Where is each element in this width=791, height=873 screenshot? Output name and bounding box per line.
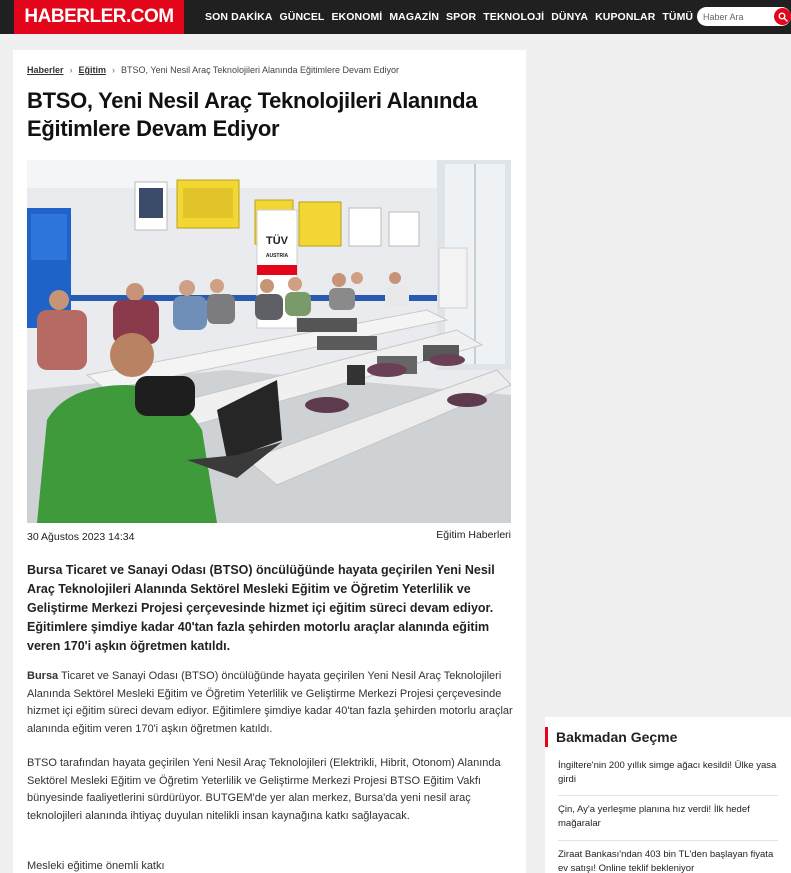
article-lead: Bursa Ticaret ve Sanayi Odası (BTSO) öncülüğünde hayata geçirilen Yeni Nesil Araç Teknolojileri Alanında Sektörel Mesleki Eğitim ve Öğretim Yeterlilik ve Geliştirme Merkezi Projesi çerçevesinde hizmet içi eğitim süreci devam ediyor. Eğitimlere şimdiye kadar 40'tan fazla şehirden motorlu araçlar alanında eğitim veren 170'i aşkın öğretmen katıldı. [27,563,495,653]
sidebar-divider [558,840,778,841]
site-logo-text: HABERLER.COM [24,6,174,27]
chevron-right-icon: › [69,65,73,75]
article-paragraph-1-bold: Bursa [27,670,59,682]
nav-son-dakika[interactable]: SON DAKİKA [205,11,273,23]
breadcrumb-egitim[interactable]: Eğitim [78,65,107,75]
search-button[interactable] [774,8,791,25]
article-category-link[interactable]: Eğitim Haberleri [436,529,511,541]
section-accent-bar [545,727,548,747]
sidebar-news-item[interactable]: Çin, Ay'a yerleşme planına hız verdi! İlk hedef mağaralar [558,804,750,829]
search-input[interactable] [703,9,773,24]
article-card [13,50,526,873]
chevron-right-icon: › [112,65,116,75]
photo-sign-austria: AUSTRIA [265,253,289,259]
article-photo [27,160,511,523]
article-date: 30 Ağustos 2023 14:34 [27,531,135,543]
sidebar-divider [558,795,778,796]
nav-magazin[interactable]: MAGAZİN [389,11,440,23]
breadcrumb-haberler[interactable]: Haberler [27,65,64,75]
article-subheading: Mesleki eğitime önemli katkı [27,860,165,872]
article-paragraph-1 [27,668,513,738]
top-navigation-bar [0,0,791,34]
nav-spor[interactable]: SPOR [446,11,477,23]
breadcrumb-current: BTSO, Yeni Nesil Araç Teknolojileri Alanında Eğitimlere Devam Ediyor [121,65,400,75]
nav-teknoloji[interactable]: TEKNOLOJİ [483,11,545,23]
site-logo[interactable] [14,0,184,34]
nav-ekonomi[interactable]: EKONOMİ [331,11,383,23]
sidebar-bakmadan-gecme [545,717,791,873]
article-paragraph-1-text: Ticaret ve Sanayi Odası (BTSO) öncülüğünde hayata geçirilen Yeni Nesil Araç Teknolojileri Alanında Sektörel Mesleki Eğitim ve Öğretim Yeterlilik ve Geliştirme Merkezi Projesi çerçevesinde hizmet içi eğitim süreci devam ediyor. Eğitimlere şimdiye kadar 40'tan fazla şehirden motorlu araçlar alanında eğitim veren 170'i aşkın öğretmen katıldı. [27,670,513,735]
photo-sign-tuv: TÜV [266,235,288,247]
nav-kuponlar[interactable]: KUPONLAR [595,11,656,23]
main-nav [205,0,693,34]
sidebar-title: Bakmadan Geçme [556,729,678,745]
breadcrumb [27,65,399,75]
nav-guncel[interactable]: GÜNCEL [279,11,325,23]
sidebar-news-item[interactable]: Ziraat Bankası'ndan 403 bin TL'den başlayan fiyata ev satışı! Online teklif bekleniyor [558,849,774,873]
search-icon [778,12,788,22]
nav-dunya[interactable]: DÜNYA [551,11,589,23]
classroom-photo-illustration [27,160,511,523]
sidebar-news-item[interactable]: İngiltere'nin 200 yıllık simge ağacı kesildi! Ülke yasa girdi [558,760,777,785]
nav-tumu[interactable]: TÜMÜ [662,11,694,23]
article-paragraph-2: BTSO tarafından hayata geçirilen Yeni Nesil Araç Teknolojileri (Elektrikli, Hibrit, Otonom) Alanında Sektörel Mesleki Eğitim ve Öğretim Yeterlilik ve Geliştirme Merkezi Projesi BTSO Eğitim Vakfı bünyesinde faaliyetlerini sürdürüyor. BUTGEM'de yer alan merkez, Bursa'da yeni nesil araç teknolojileri alanında ihtiyaç duyulan nitelikli insan kaynağına katkı sağlayacak. [27,757,501,822]
article-title: BTSO, Yeni Nesil Araç Teknolojileri Alanında Eğitimlere Devam Ediyor [27,88,478,141]
